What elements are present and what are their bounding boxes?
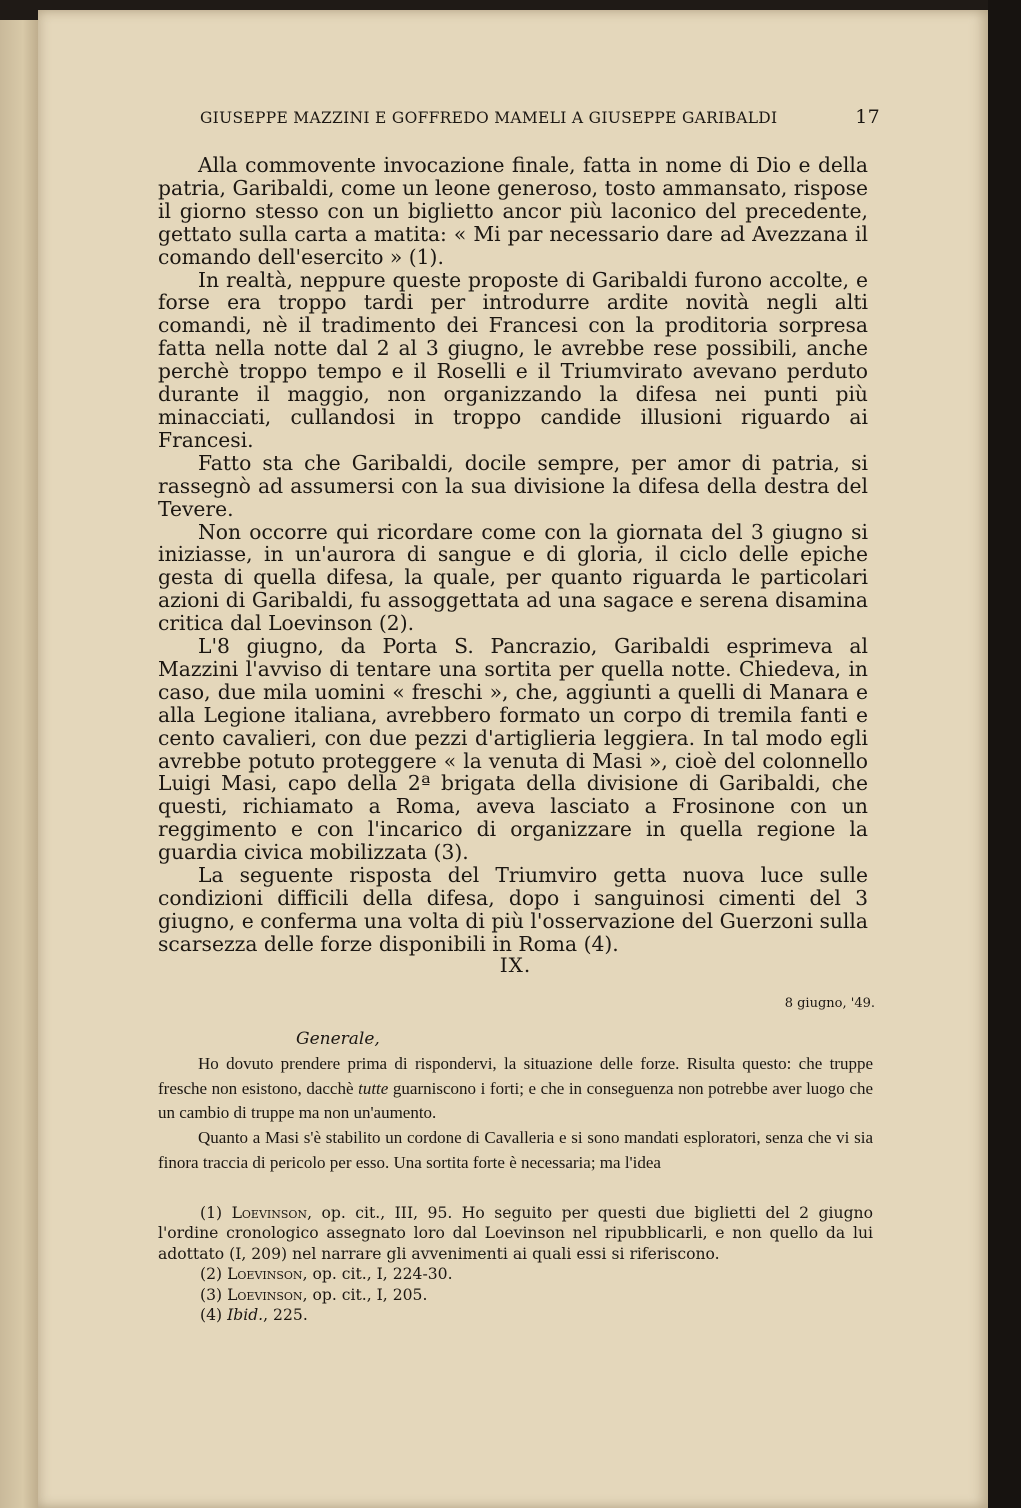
running-title: GIUSEPPE MAZZINI E GOFFREDO MAMELI A GIUSEPPE GARIBALDI (200, 109, 778, 127)
footnote (158, 1203, 873, 1264)
letter-salutation: Generale, (296, 1029, 380, 1049)
footnotes (158, 1203, 873, 1325)
footnote (158, 1285, 873, 1305)
running-header (200, 106, 880, 128)
paragraph: In realtà, neppure queste proposte di Garibaldi furono accolte, e forse era troppo tardi per introdurre ardite novità negli alti comandi, nè il tradimento dei Francesi con la proditoria sorpresa fatta nella notte dal 2 al 3 giugno, le avrebbe rese possibili, anche perchè troppo tempo e il Roselli e il Triumvirato avevano perduto durante il maggio, non organizzando la difesa nei punti più minacciati, cullandosi in troppo candide illusioni riguardo ai Francesi. (158, 267, 868, 452)
page-number: 17 (855, 106, 880, 128)
previous-page-edge (0, 20, 39, 1508)
footnote-number: (3) (200, 1285, 223, 1304)
footnote-number: (1) (200, 1204, 223, 1222)
footnote-text: , 225. (263, 1306, 308, 1325)
footnote (158, 1264, 873, 1284)
book-page (38, 10, 988, 1508)
letter-text (158, 1052, 873, 1176)
letter-text-run: guarniscono i forti; e che in conseguenza non potrebbe aver luogo che un cambio di truppe ma non un'aumento. (158, 1078, 873, 1123)
paragraph: La seguente risposta del Triumviro getta nuova luce sulle condizioni difficili della difesa, dopo i sanguinosi cimenti del 3 giugno, e conferma una volta di più l'osservazione del Guerzoni sulla scarsezza delle forze disponibili in Roma (4). (158, 863, 868, 956)
paragraph: Fatto sta che Garibaldi, docile sempre, per amor di patria, si rassegnò ad assumersi con la sua divisione la difesa della destra del Tevere. (158, 450, 868, 521)
scan-edge (988, 0, 1021, 1508)
letter-emphasis: tutte (358, 1078, 389, 1098)
footnote-author: Loevinson (227, 1285, 303, 1304)
footnote-number: (2) (200, 1265, 223, 1284)
letter-paragraph: Quanto a Masi s'è stabilito un cordone di Cavalleria e si sono mandati esploratori, senza che vi sia finora traccia di pericolo per esso. Una sortita forte è necessaria; ma l'idea (158, 1128, 873, 1172)
paragraph: Alla commovente invocazione finale, fatta in nome di Dio e della patria, Garibaldi, come un leone generoso, tosto ammansato, rispose il giorno stesso con un biglietto ancor più laconico del precedente, gettato sulla carta a matita: « Mi par necessario dare ad Avezzana il comando dell'esercito » (1). (158, 153, 868, 269)
letter-paragraph (158, 1052, 873, 1126)
footnote-text: , op. cit., I, 205. (302, 1285, 428, 1304)
main-text (158, 154, 868, 956)
letter-date: 8 giugno, '49. (784, 996, 875, 1011)
footnote-author: Loevinson (227, 1265, 303, 1284)
footnote-text: , op. cit., III, 95. Ho seguito per questi due biglietti del 2 giugno l'ordine cronologico assegnato loro dal Loevinson nel ripubblicarli, e non quello da lui adottato (I, 209) nel narrare gli avvenimenti ai quali essi si riferiscono. (158, 1204, 873, 1263)
footnote-text: , op. cit., I, 224-30. (302, 1265, 453, 1284)
paragraph: L'8 giugno, da Porta S. Pancrazio, Garibaldi esprimeva al Mazzini l'avviso di tentare una sortita per quella notte. Chiedeva, in caso, due mila uomini « freschi », che, aggiunti a quelli di Manara e alla Legione italiana, avrebbero formato un corpo di tremila fanti e cento cavalieri, con due pezzi d'artiglieria leggiera. In tal modo egli avrebbe potuto proteggere « la venuta di Masi », cioè del colonnello Luigi Masi, capo della 2ª brigata della divisione di Garibaldi, che questi, richiamato a Roma, aveva lasciato a Frosinone con un reggimento e con l'incarico di organizzare in quella regione la guardia civica mobilizzata (3). (158, 634, 868, 865)
footnote-ibid: Ibid. (227, 1306, 264, 1325)
footnote (158, 1305, 873, 1325)
section-number: IX. (499, 953, 532, 977)
footnote-author: Loevinson (231, 1204, 308, 1222)
letter-text-run: Ho dovuto prendere prima di rispondervi, la situazione delle forze. Risulta questo: che truppe fresche non esistono, dacchè (158, 1054, 873, 1098)
paragraph: Non occorre qui ricordare come con la giornata del 3 giugno si iniziasse, in un'aurora di sangue e di gloria, il ciclo delle epiche gesta di quella difesa, la quale, per quanto riguarda le particolari azioni di Garibaldi, fu assoggettata ad una sagace e serena disamina critica dal Loevinson (2). (158, 519, 868, 636)
footnote-number: (4) (200, 1306, 223, 1325)
